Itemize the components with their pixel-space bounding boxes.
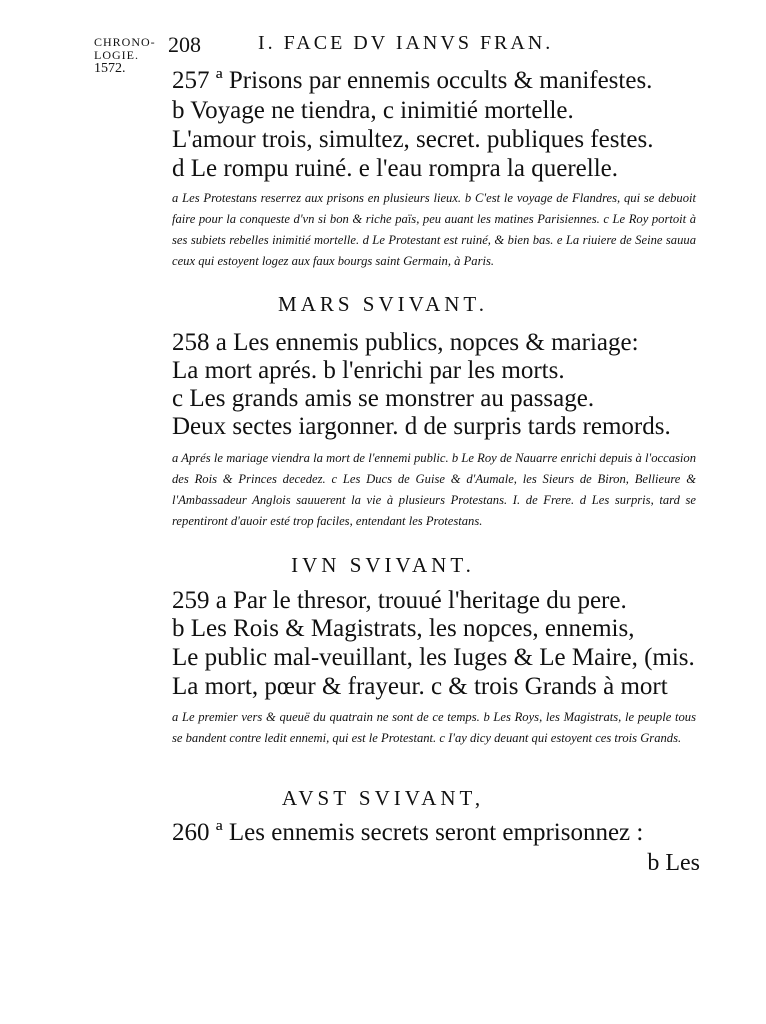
commentary-note: a Les Protestans reserrez aux prisons en plusieurs lieux. b C'est le voyage de Flandres, qui se debuoit faire pour la conqueste d'vn si bon & riche païs, peu auant les matines Parisiennes. c Le Roy portoit à ses subiets rebelles inimitié mortelle. d Le Protestant est ruiné, & bien bas. e La riuiere de Seine sauua ceux qui estoyent logez aux faux bourgs saint Germain, à Paris. (172, 191, 696, 268)
verse-line: Deux sectes iargonner. d de surpris tards remords. (172, 413, 671, 440)
verse-line: d Le rompu ruiné. e l'eau rompra la querelle. (172, 155, 618, 182)
margin-note (94, 36, 156, 75)
verse-line: b Voyage ne tiendra, c inimitié mortelle. (172, 97, 574, 124)
verse-line: 258 a Les ennemis publics, nopces & mariage: (172, 329, 639, 356)
verse-line: La mort aprés. b l'enrichi par les morts. (172, 357, 565, 384)
verse-line: 257 ª Prisons par ennemis occults & manifestes. (172, 67, 653, 94)
margin-note-year: 1572. (94, 61, 126, 76)
verse-line: L'amour trois, simultez, secret. publiques festes. (172, 126, 654, 153)
catchword: b Les (647, 850, 700, 876)
margin-note-line: LOGIE. (94, 48, 139, 62)
section-heading: IVN SVIVANT. (291, 553, 475, 577)
verse-line: c Les grands amis se monstrer au passage. (172, 385, 595, 412)
margin-note-line: CHRONO- (94, 35, 156, 49)
section-heading: MARS SVIVANT. (278, 292, 488, 316)
page-number: 208 (168, 32, 201, 57)
verse-line: 260 ª Les ennemis secrets seront emprisonnez : (172, 819, 644, 846)
commentary-note: a Le premier vers & queuë du quatrain ne sont de ce temps. b Les Roys, les Magistrats, le peuple tous se bandent contre ledit ennemi, qui est le Protestant. c I'ay dicy deuant qui estoyent ces trois Grands. (172, 710, 696, 745)
verse-line: 259 a Par le thresor, trouué l'heritage du pere. (172, 587, 627, 614)
verse-line: b Les Rois & Magistrats, les nopces, ennemis, (172, 615, 635, 642)
verse-line: Le public mal-veuillant, les Iuges & Le Maire, (mis. (172, 644, 695, 671)
section-heading: AVST SVIVANT, (281, 786, 485, 810)
running-title: I. FACE DV IANVS FRAN. (258, 32, 554, 54)
commentary-note: a Aprés le mariage viendra la mort de l'ennemi public. b Le Roy de Nauarre enrichi depuis à l'occasion des Rois & Princes decedez. c Les Ducs de Guise & d'Aumale, les Sieurs de Biron, Bellieure & l'Ambassadeur Anglois sauuerent la vie à plusieurs Protestans. I. de Frere. d Les surpris, tard se repentiront d'auoir esté trop faciles, entendant les Protestans. (172, 451, 696, 528)
verse-line: La mort, pœur & frayeur. c & trois Grands à mort (172, 673, 668, 700)
